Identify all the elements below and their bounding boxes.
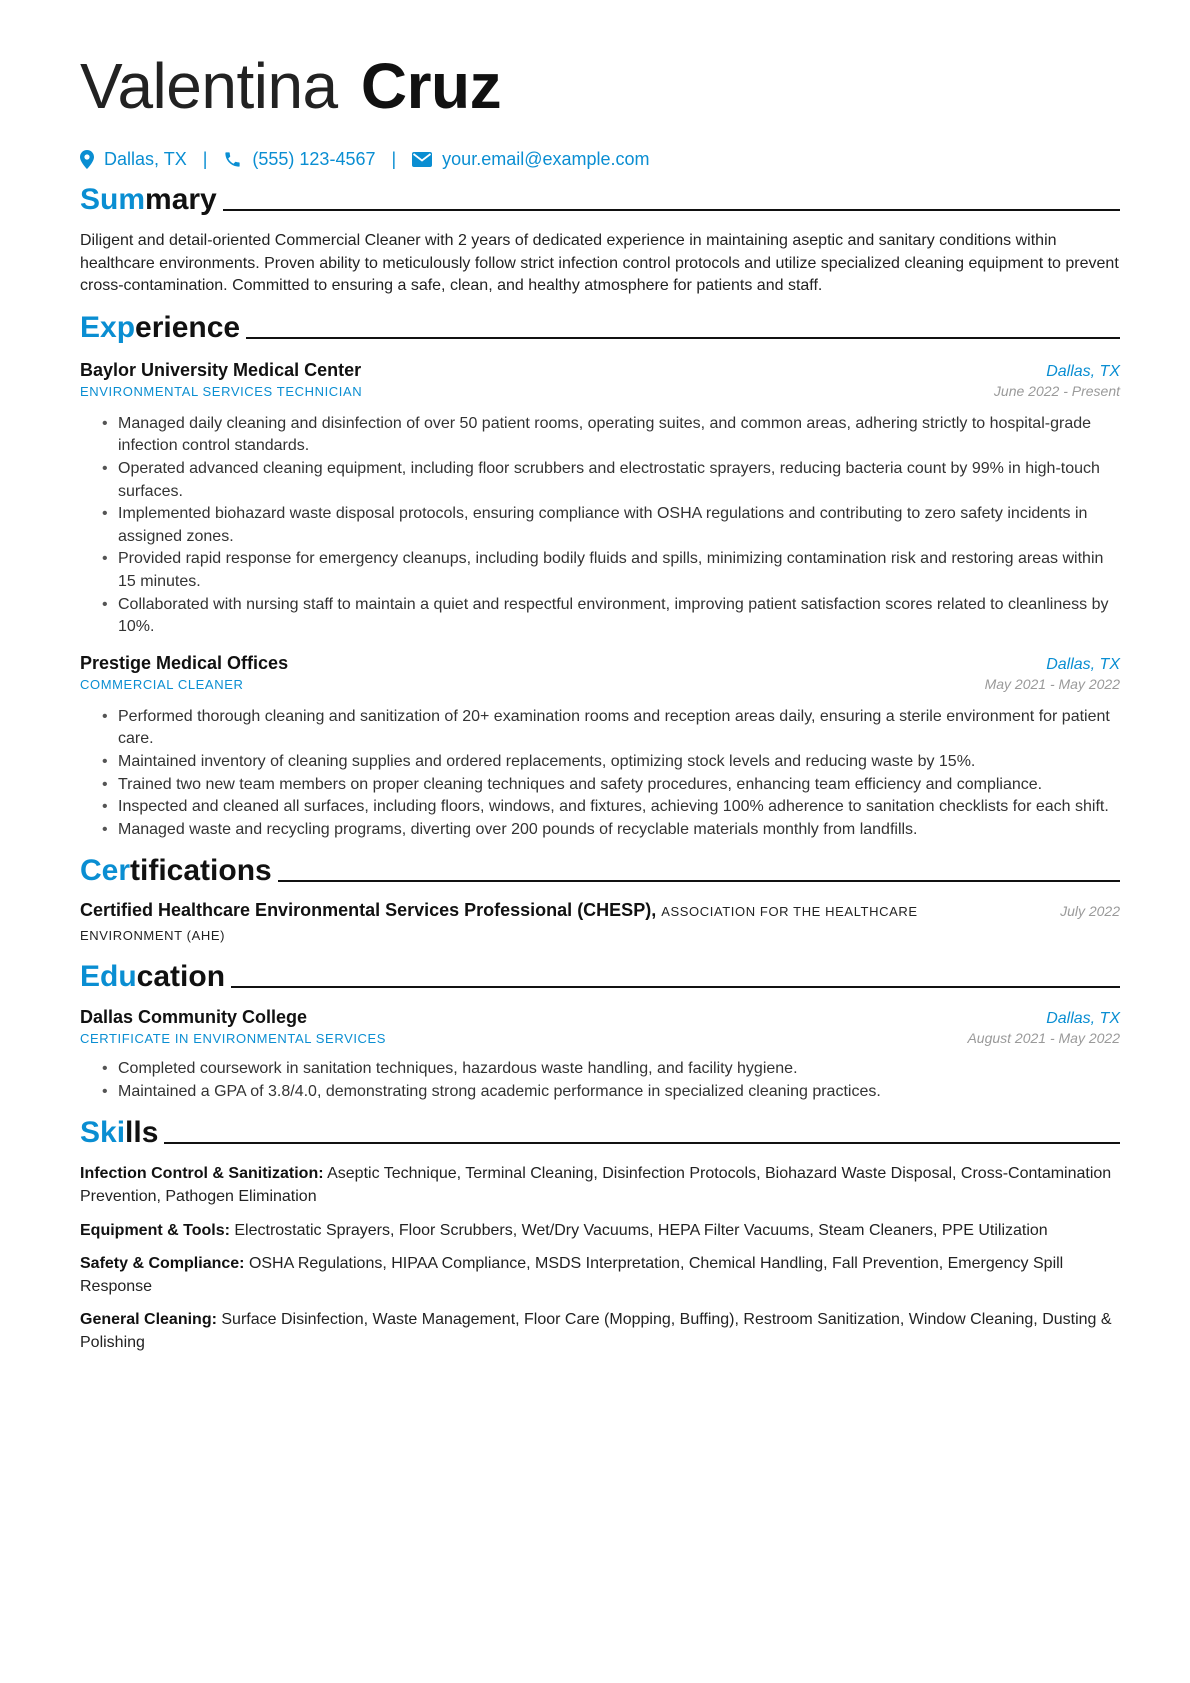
skill-group [80, 1163, 1120, 1208]
summary-section [80, 182, 1120, 298]
certification-issuer: ASSOCIATION FOR THE HEALTHCARE ENVIRONMENT (AHE) [80, 904, 918, 944]
certifications-section [80, 853, 1120, 947]
location-text: Dallas, TX [104, 148, 187, 169]
experience-heading [80, 310, 1120, 346]
list-item: • Managed waste and recycling programs, diverting over 200 pounds of recyclable materials monthly from landfills. [102, 820, 918, 838]
list-item: • Completed coursework in sanitation techniques, hazardous waste handling, and facility hygiene. [102, 1060, 798, 1078]
list-item: • Collaborated with nursing staff to maintain a quiet and respectful environment, improving patient satisfaction scores related to cleanliness by 10%. [102, 595, 1109, 636]
education-entry [80, 1007, 1120, 1103]
list-item: • Provided rapid response for emergency cleanups, including bodily fluids and spills, minimizing contamination risk and restoring areas within 15 minutes. [102, 550, 1104, 590]
job-entry [80, 653, 1120, 842]
location-pin-icon [80, 150, 94, 169]
phone-icon [223, 150, 242, 169]
candidate-name [80, 44, 1120, 128]
skills-section [80, 1115, 1120, 1354]
certification-entry: Certified Healthcare Environmental Services Professional (CHESP), ASSOCIATION FOR THE HEALTHCARE ENVIRONMENT (AHE) July 2022 [80, 900, 1120, 944]
first-name: Valentina [80, 50, 338, 122]
skill-label: Safety & Compliance: [80, 1255, 245, 1273]
certification-date: July 2022 [1060, 903, 1120, 920]
degree: CERTIFICATE IN ENVIRONMENTAL SERVICES [80, 1031, 387, 1047]
school-location: Dallas, TX [1046, 1010, 1120, 1028]
section-rule [278, 880, 1120, 882]
list-item: • Operated advanced cleaning equipment, including floor scrubbers and electrostatic sprayers, reducing bacteria count by 99% in high-touch surfaces. [102, 459, 1100, 500]
email-link[interactable]: your.email@example.com [442, 148, 650, 169]
skill-label: Equipment & Tools: [80, 1221, 230, 1239]
list-item: • Performed thorough cleaning and sanitization of 20+ examination rooms and reception areas daily, ensuring a sterile environment for patient care. [102, 707, 1110, 748]
skill-group [80, 1220, 1120, 1243]
list-item: • Maintained a GPA of 3.8/4.0, demonstrating strong academic performance in specialized cleaning practices. [102, 1082, 881, 1100]
school-name: Dallas Community College [80, 1007, 308, 1028]
skill-values: Aseptic Technique, Terminal Cleaning, Disinfection Protocols, Biohazard Waste Disposal, Cross-Contamination Prevention, Pathogen Elimination [80, 1165, 1112, 1206]
skill-group [80, 1253, 1120, 1298]
section-title: Education [80, 960, 226, 994]
contact-separator: | [391, 148, 397, 169]
job-location: Dallas, TX [1046, 655, 1120, 673]
certification-name: Certified Healthcare Environmental Services Professional (CHESP) [80, 900, 652, 921]
list-item: • Implemented biohazard waste disposal protocols, ensuring compliance with OSHA regulations and contributing to zero safety incidents in assigned zones. [102, 505, 1088, 545]
skill-values: OSHA Regulations, HIPAA Compliance, MSDS Interpretation, Chemical Handling, Fall Prevention, Emergency Spill Response [80, 1255, 1064, 1295]
section-rule [246, 337, 1120, 339]
list-item: • Inspected and cleaned all surfaces, including floors, windows, and fixtures, achieving 100% adherence to sanitation checklists for each shift. [102, 798, 1109, 816]
list-item: • Managed daily cleaning and disinfection of over 50 patient rooms, operating suites, and common areas, adhering strictly to hospital-grade infection control standards. [102, 414, 1092, 455]
envelope-icon [412, 152, 432, 167]
section-title: Skills [80, 1116, 159, 1150]
certifications-heading [80, 853, 1120, 889]
job-bullets [80, 413, 1120, 639]
summary-text: Diligent and detail-oriented Commercial Cleaner with 2 years of dedicated experience in maintaining aseptic and sanitary conditions within healthcare environments. Proven ability to meticulously follow strict infection control protocols and utilize specialized cleaning equipment to prevent cross-contamination. Committed to ensuring a safe, clean, and healthy atmosphere for patients and staff. [80, 232, 1119, 295]
contact-location [80, 149, 187, 170]
section-rule [223, 209, 1120, 211]
skills-list [80, 1163, 1120, 1354]
skills-heading [80, 1115, 1120, 1151]
section-rule [164, 1142, 1120, 1144]
section-rule [231, 986, 1120, 988]
last-name: Cruz [360, 50, 502, 122]
skill-values: Surface Disinfection, Waste Management, Floor Care (Mopping, Buffing), Restroom Sanitization, Window Cleaning, Dusting & Polishing [80, 1311, 1112, 1352]
job-bullets [80, 706, 1120, 842]
job-role: ENVIRONMENTAL SERVICES TECHNICIAN [80, 383, 363, 399]
job-org: Baylor University Medical Center [80, 359, 362, 380]
job-dates: May 2021 - May 2022 [984, 675, 1120, 692]
job-org: Prestige Medical Offices [80, 652, 289, 673]
skill-label: General Cleaning: [80, 1311, 217, 1329]
job-role: COMMERCIAL CLEANER [80, 676, 244, 692]
job-location: Dallas, TX [1046, 362, 1120, 380]
job-entry [80, 360, 1120, 639]
experience-section [80, 310, 1120, 842]
section-title: Experience [80, 310, 241, 344]
summary-heading [80, 182, 1120, 218]
skill-values: Electrostatic Sprayers, Floor Scrubbers, Wet/Dry Vacuums, HEPA Filter Vacuums, Steam Cleaners, PPE Utilization [234, 1221, 1048, 1239]
education-section [80, 959, 1120, 1103]
job-dates: June 2022 - Present [993, 382, 1120, 399]
contact-email[interactable] [412, 149, 649, 170]
skill-group [80, 1309, 1120, 1354]
section-title: Summary [80, 183, 217, 216]
contact-separator: | [202, 148, 208, 169]
education-bullets [80, 1058, 1120, 1103]
contact-row [80, 144, 1120, 174]
list-item: • Maintained inventory of cleaning supplies and ordered replacements, optimizing stock levels and reducing waste by 15%. [102, 752, 976, 770]
contact-phone[interactable] [223, 149, 375, 170]
education-dates: August 2021 - May 2022 [967, 1030, 1120, 1047]
phone-text: (555) 123-4567 [252, 148, 376, 169]
skill-label: Infection Control & Sanitization: [80, 1165, 324, 1183]
section-title: Certifications [80, 854, 272, 888]
list-item: • Trained two new team members on proper cleaning techniques and safety procedures, enhancing team efficiency and compliance. [102, 775, 1043, 793]
education-heading [80, 959, 1120, 995]
